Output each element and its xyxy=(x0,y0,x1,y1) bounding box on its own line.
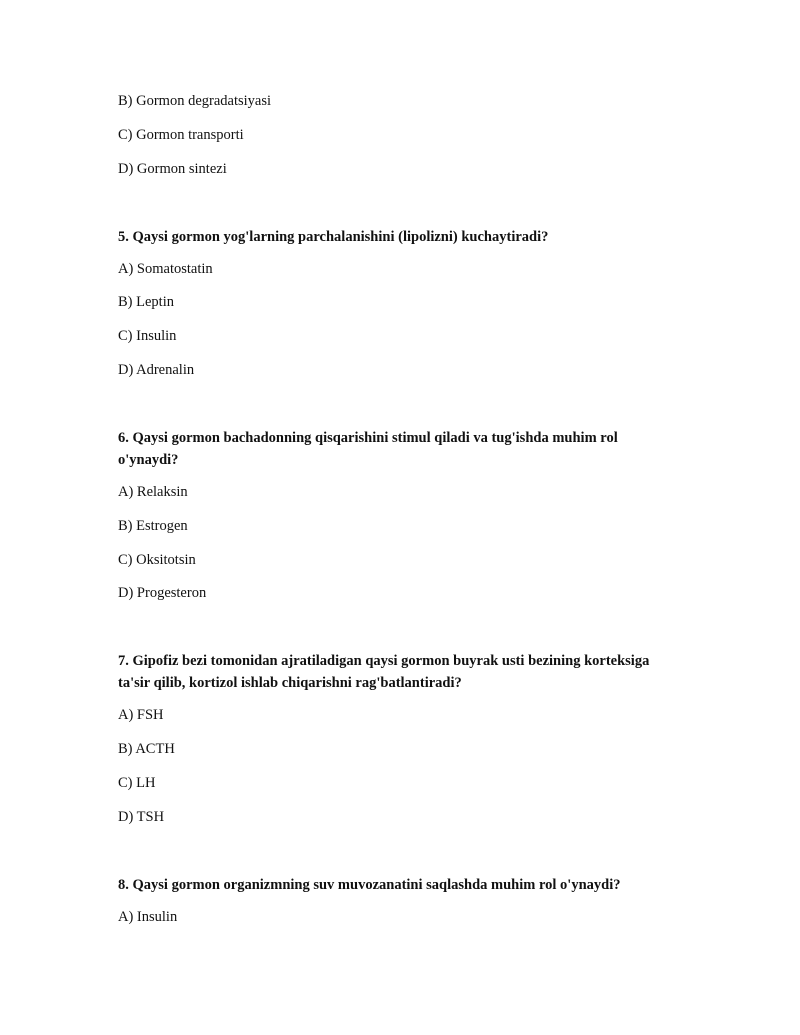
option: C) Gormon transporti xyxy=(118,126,244,143)
carryover-options xyxy=(118,92,678,178)
option: D) Progesteron xyxy=(118,585,207,602)
question-5 xyxy=(118,226,678,379)
option: D) TSH xyxy=(118,808,165,825)
option: A) Insulin xyxy=(118,908,178,925)
option: A) Relaksin xyxy=(118,483,188,500)
option: D) Adrenalin xyxy=(118,361,195,378)
option: C) Oksitotsin xyxy=(118,551,196,568)
option: C) LH xyxy=(118,774,156,791)
question-8 xyxy=(118,874,678,926)
option: B) Gormon degradatsiyasi xyxy=(118,93,272,109)
option: C) Insulin xyxy=(118,328,177,345)
option: D) Gormon sintezi xyxy=(118,160,227,177)
option: A) Somatostatin xyxy=(118,260,213,277)
option: B) Leptin xyxy=(118,294,174,311)
question-text: 8. Qaysi gormon organizmning suv muvozanatini saqlashda muhim rol o'ynaydi? xyxy=(118,876,621,893)
option: A) FSH xyxy=(118,707,164,724)
document-page xyxy=(118,92,678,926)
question-6 xyxy=(118,427,678,602)
question-text: 5. Qaysi gormon yog'larning parchalanishini (lipolizni) kuchaytiradi? xyxy=(118,228,549,245)
question-text: 7. Gipofiz bezi tomonidan ajratiladigan qaysi gormon buyrak usti bezining korteksiga ta'sir qilib, kortizol ishlab chiqarishni rag'batlantiradi? xyxy=(118,653,650,692)
question-7 xyxy=(118,650,678,825)
question-text: 6. Qaysi gormon bachadonning qisqarishini stimul qiladi va tug'ishda muhim rol o'ynaydi? xyxy=(118,429,618,468)
option: B) ACTH xyxy=(118,741,175,758)
option: B) Estrogen xyxy=(118,517,188,534)
